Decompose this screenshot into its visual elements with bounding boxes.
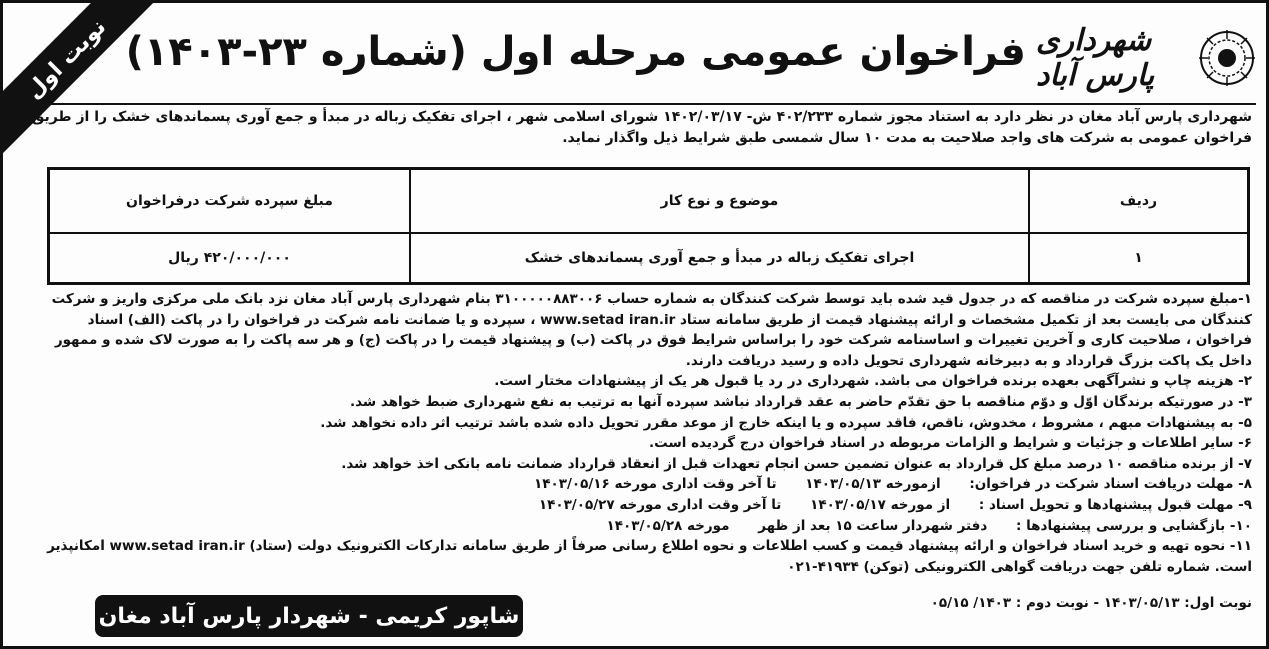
- cell-deposit: ۴۲۰/۰۰۰/۰۰۰ ریال: [49, 233, 411, 284]
- date-label: ۸- مهلت دریافت اسناد شرکت در فراخوان:: [969, 476, 1252, 493]
- signature-banner: شاپور کریمی - شهردار پارس آباد مغان: [95, 595, 523, 637]
- condition-item: ۶- سایر اطلاعات و جزئیات و شرایط و الزامات مربوطه در اسناد فراخوان درج گردیده است.: [649, 435, 1252, 452]
- date-label: ۱۰- بازگشایی و بررسی پیشنهادها :: [1015, 517, 1252, 534]
- table-row: [49, 233, 1249, 284]
- date-from: دفتر شهردار ساعت ۱۵ بعد از ظهر: [758, 517, 988, 534]
- date-from: ازمورخه ۱۴۰۳/۰۵/۱۳: [805, 476, 941, 493]
- condition-item: ۳- در صورتیکه برندگان اوّل و دوّم مناقصه با حق تقدّم حاضر به عقد قرارداد نباشد سپرده آنها به ترتیب به نفع شهرداری ضبط خواهد شد.: [349, 393, 1252, 410]
- header-subject: موضوع و نوع کار: [410, 169, 1029, 234]
- condition-item: ۱۱- نحوه تهیه و خرید اسناد فراخوان و ارائه پیشنهاد قیمت و کسب اطلاعات و نحوه اطلاع رسانی صرفاً از طریق سامانه تدارکات الکترونیک دولت (ستاد) www.setad iran.ir امکانپذیر است. شماره تلفن جهت دریافت گواهی الکترونیکی (توکن) ۴۱۹۳۴-۰۲۱: [47, 538, 1252, 575]
- intro-paragraph: شهرداری پارس آباد مغان در نظر دارد به استناد مجوز شماره ۴۰۲/۲۳۳ ش- ۱۴۰۲/۰۳/۱۷ شورای اسلامی شهر ، اجرای تفکیک زباله در مبدأ و جمع آوری پسماندهای خشک را از طریق فراخوان عمومی به شرکت های واجد صلاحیت به مدت ۱۰ سال شمسی طبق شرایط ذیل واگذار نماید.: [31, 109, 1252, 146]
- cell-subject: اجرای تفکیک زباله در مبدأ و جمع آوری پسماندهای خشک: [410, 233, 1029, 284]
- date-label: ۹- مهلت قبول پیشنهادها و تحویل اسناد :: [978, 496, 1252, 513]
- condition-item: ۵- به پیشنهادات مبهم ، مشروط ، مخدوش، ناقص، فاقد سپرده و یا اینکه خارج از موعد مقرر تحویل داده شده باشد ترتیب اثر داده نخواهد شد.: [320, 414, 1252, 431]
- municipality-logo: [1036, 23, 1256, 93]
- page-title: فراخوان عمومی مرحله اول (شماره ۲۳-۱۴۰۳): [125, 29, 1026, 75]
- tender-table: [47, 167, 1250, 285]
- date-row: [33, 474, 1252, 495]
- header: [51, 17, 1256, 105]
- date-to: مورخه ۱۴۰۳/۰۵/۲۸: [606, 517, 730, 534]
- table-header-row: [49, 169, 1249, 234]
- condition-item: ۷- از برنده مناقصه ۱۰ درصد مبلغ کل قرارداد به عنوان تضمین حسن انجام تعهدات قبل از انعقاد قرارداد ضمانت نامه بانکی اخذ خواهد شد.: [341, 455, 1252, 472]
- logo-text: شهرداری پارس آباد: [1036, 23, 1155, 93]
- date-to: تا آخر وقت اداری مورخه ۱۴۰۳/۰۵/۲۷: [538, 496, 782, 513]
- publish-dates: نوبت اول: ۱۴۰۳/۰۵/۱۳ - نوبت دوم : ۱۴۰۳/ ۰۵/۱۵: [930, 595, 1252, 611]
- date-to: تا آخر وقت اداری مورخه ۱۴۰۳/۰۵/۱۶: [534, 476, 777, 493]
- round-ribbon: نوبت اول: [3, 3, 163, 156]
- header-row-number: ردیف: [1029, 169, 1249, 234]
- condition-item: ۱-مبلغ سپرده شرکت در مناقصه که در جدول قید شده باید توسط شرکت کنندگان به شماره حساب ۳۱۰۰۰۰۰۸۸۳۰۰۶ بنام شهرداری پارس آباد مغان نزد بانک ملی مرکزی واریز و شرکت کنندگان می بایست بعد از تکمیل مشخصات و ارائه پیشنهاد قیمت از طریق سامانه ستاد www.setad iran.ir ، سپرده و یا ضمانت نامه شرکت در فراخوان را در پاکت (الف) اسناد فراخوان ، صلاحیت کاری و آخرین تغییرات و اساسنامه شرکت خود را براساس شرایط فوق در پاکت (ب) و پیشنهاد قیمت را در پاکت (ج) و هر سه پاکت را به صورت لاک شده و ممهور داخل یک پاکت بزرگ قرارداد و به دبیرخانه شهرداری تحویل داده و رسید دریافت دارند.: [51, 291, 1252, 369]
- date-row: [33, 516, 1252, 537]
- date-from: از مورخه ۱۴۰۳/۰۵/۱۷: [810, 496, 951, 513]
- date-row: [33, 495, 1252, 516]
- condition-item: ۲- هزینه چاپ و نشرآگهی بعهده برنده فراخوان می باشد. شهرداری در رد یا قبول هر یک از پیشنهادات مختار است.: [494, 373, 1252, 390]
- cell-row-number: ۱: [1029, 233, 1249, 284]
- conditions-list: [33, 289, 1252, 577]
- ornament-icon: [1198, 29, 1256, 87]
- header-deposit: مبلغ سپرده شرکت درفراخوان: [49, 169, 411, 234]
